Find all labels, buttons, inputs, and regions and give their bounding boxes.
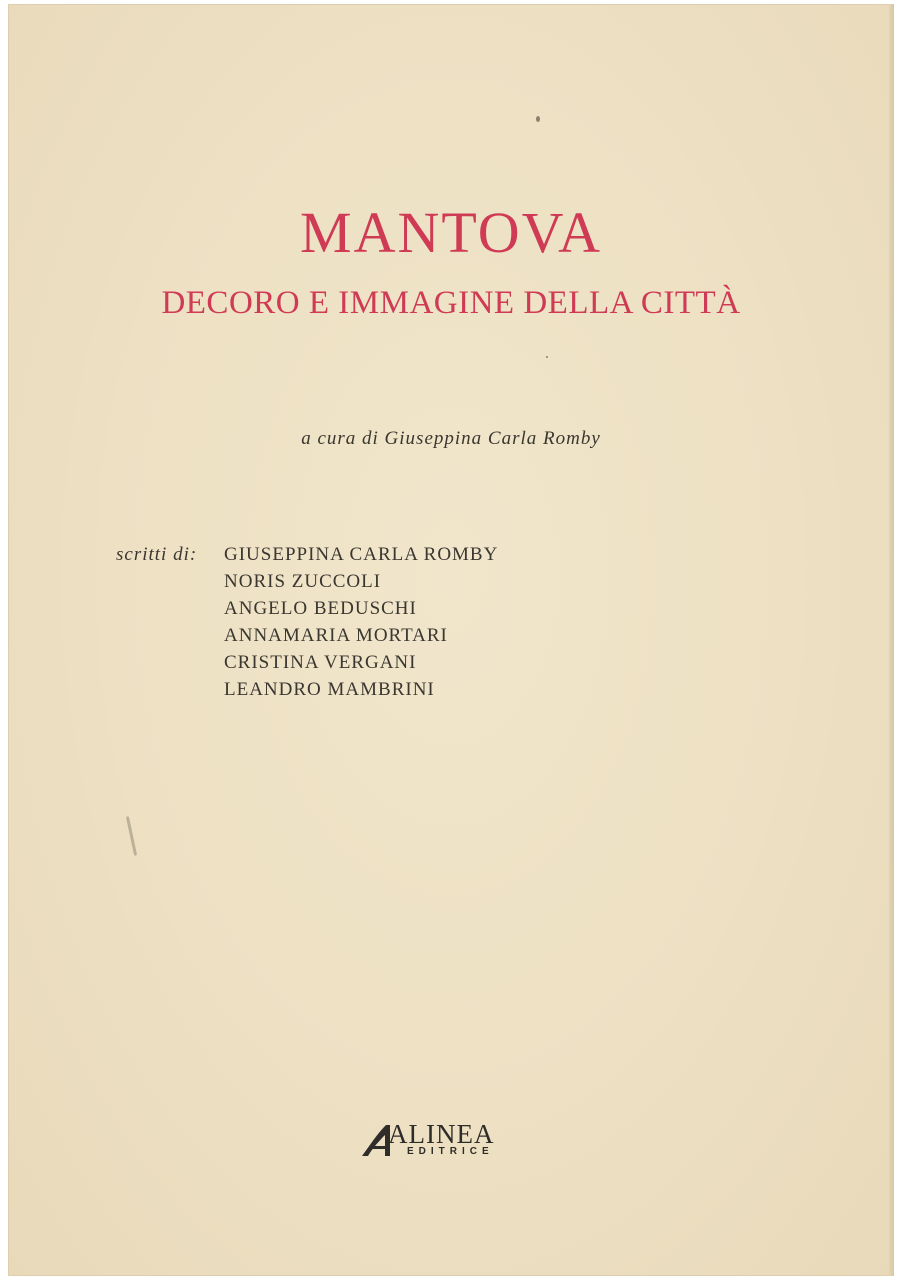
publisher-logo — [360, 1121, 530, 1165]
writer-name: CRISTINA VERGANI — [224, 652, 417, 673]
book-title: MANTOVA — [300, 200, 602, 265]
writers-label: scritti di: — [116, 544, 198, 565]
paper-speck — [126, 816, 137, 856]
book-cover — [8, 4, 894, 1276]
writer-name: NORIS ZUCCOLI — [224, 571, 382, 592]
writer-name: LEANDRO MAMBRINI — [224, 679, 435, 700]
writers-list — [224, 544, 498, 706]
paper-speck — [546, 356, 548, 358]
cover-edge — [889, 4, 894, 1276]
publisher-subtitle: EDITRICE — [407, 1146, 494, 1157]
publisher-name: ALINEA — [388, 1119, 495, 1149]
book-subtitle: DECORO E IMMAGINE DELLA CITTÀ — [161, 285, 741, 321]
writer-name: ANGELO BEDUSCHI — [224, 598, 417, 619]
writer-name: ANNAMARIA MORTARI — [224, 625, 448, 646]
writer-name: GIUSEPPINA CARLA ROMBY — [224, 544, 499, 565]
paper-speck — [536, 116, 540, 122]
editor-credit: a cura di Giuseppina Carla Romby — [301, 428, 601, 449]
